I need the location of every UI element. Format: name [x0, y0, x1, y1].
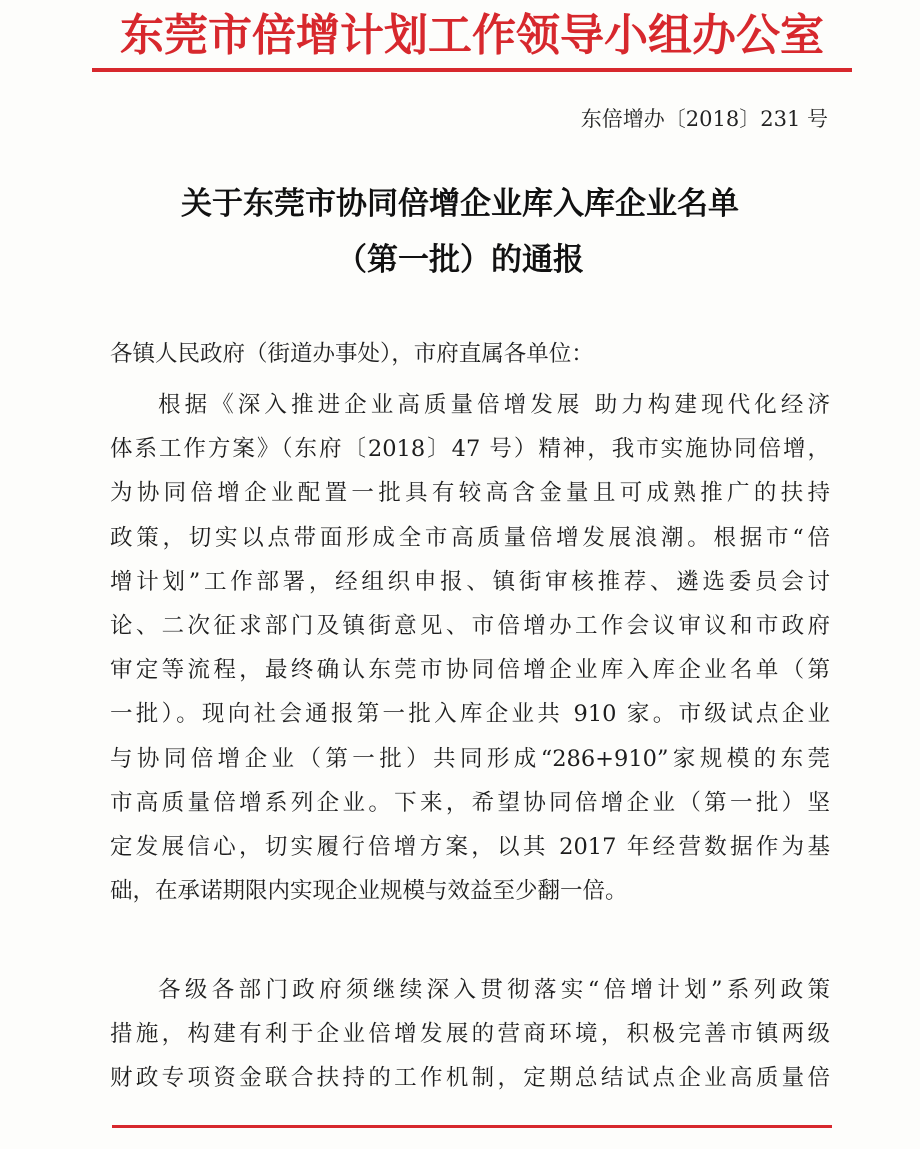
document-title-line-1: 关于东莞市协同倍增企业库入库企业名单	[181, 186, 739, 222]
body-paragraph-2	[110, 968, 830, 1101]
paragraph-line: 政策，切实以点带面形成全市高质量倍增发展浪潮。根据市“倍	[110, 524, 830, 551]
body-paragraph-1	[110, 383, 830, 913]
header-red-rule	[92, 68, 852, 72]
paragraph-line: 审定等流程，最终确认东莞市协同倍增企业库入库企业名单（第	[110, 657, 830, 684]
recipients-line: 各镇人民政府（街道办事处），市府直属各单位：	[110, 341, 594, 367]
paragraph-line: 市高质量倍增系列企业。下来，希望协同倍增企业（第一批）坚	[110, 789, 830, 816]
paragraph-line: 论、二次征求部门及镇街意见、市倍增办工作会议审议和市政府	[110, 613, 830, 640]
organization-header: 东莞市倍增计划工作领导小组办公室	[120, 10, 824, 61]
paragraph-line: 各级各部门政府须继续深入贯彻落实“倍增计划”系列政策	[158, 977, 830, 1003]
paragraph-line: 措施，构建有利于企业倍增发展的营商环境，积极完善市镇两级	[110, 1021, 830, 1048]
footer-red-rule	[112, 1125, 832, 1128]
paragraph-line: 为协同倍增企业配置一批具有较高含金量且可成熟推广的扶持	[110, 480, 830, 507]
paragraph-line: 根据《深入推进企业高质量倍增发展 助力构建现代化经济	[158, 392, 830, 418]
paragraph-line: 财政专项资金联合扶持的工作机制，定期总结试点企业高质量倍	[110, 1065, 830, 1092]
document-title-line-2: （第一批）的通报	[336, 242, 584, 278]
paragraph-line: 体系工作方案》（东府〔2018〕47 号）精神，我市实施协同倍增，	[110, 436, 830, 463]
paragraph-line: 定发展信心，切实履行倍增方案，以其 2017 年经营数据作为基	[110, 834, 830, 861]
paragraph-line: 与协同倍增企业（第一批）共同形成“286+910”家规模的东莞	[110, 745, 830, 772]
document-number: 东倍增办〔2018〕231 号	[580, 107, 828, 131]
paragraph-line: 增计划”工作部署，经组织申报、镇街审核推荐、遴选委员会讨	[110, 568, 830, 595]
document-title	[92, 176, 828, 288]
paragraph-line: 一批）。现向社会通报第一批入库企业共 910 家。市级试点企业	[110, 701, 830, 728]
paragraph-line: 础，在承诺期限内实现企业规模与效益至少翻一倍。	[110, 878, 628, 905]
